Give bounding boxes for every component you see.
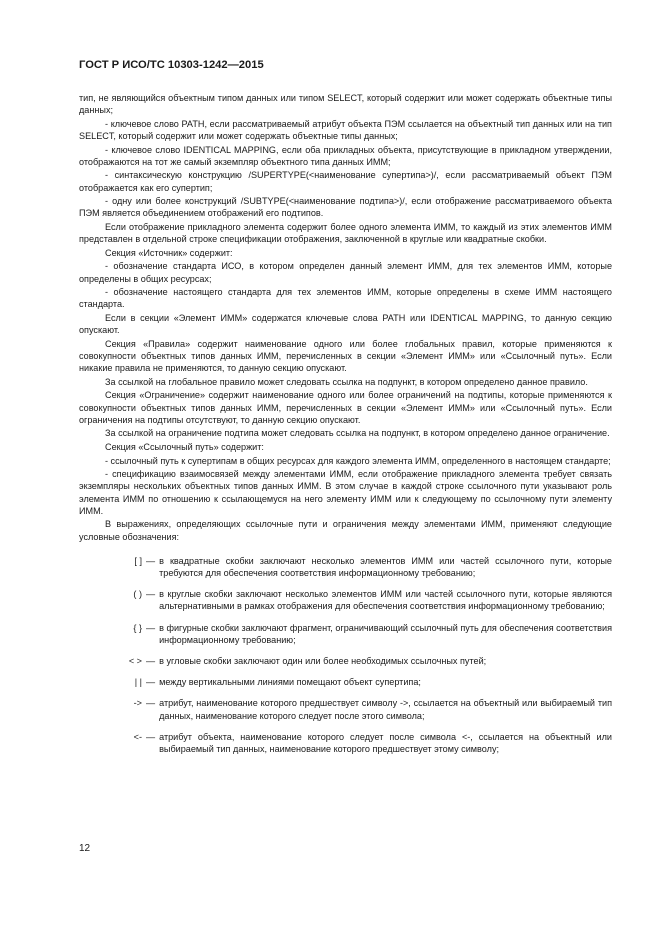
notation-symbol: -> (133, 698, 142, 709)
notation-symbol: ( ) (133, 589, 142, 600)
notation-text: в квадратные скобки заключают несколько элементов ИММ или частей ссылочного пути, которые требуются для обеспечения соответствия информационному требованию; (159, 555, 612, 578)
paragraph: Секция «Ограничение» содержит наименование одного или более ограничений на подтипы, которые применяются к совокупности объектных типов данных ИММ, перечисленных в секции «Элемент ИММ» или «Ссылочный путь». Если ограничения на подтипы отсутствуют, то данную секцию опускают. (79, 390, 612, 425)
paragraph: Секция «Источник» содержит: (105, 247, 233, 258)
notation-symbol: [ ] (134, 555, 142, 566)
notation-dash: — (146, 677, 156, 688)
page-number: 12 (79, 843, 91, 854)
notation-text: атрибут объекта, наименование которого следует после символа <-, ссылается на объектный или выбираемый тип данных, наименование которого предшествует этому символу; (159, 731, 612, 754)
notation-text: между вертикальными линиями помещают объект супертипа; (159, 677, 421, 688)
notation-text: в угловые скобки заключают один или более необходимых ссылочных путей; (159, 655, 487, 666)
paragraph: В выражениях, определяющих ссылочные пути и ограничения между элементами ИММ, применяют следующие условные обозначения: (79, 519, 612, 542)
notation-symbol: < > (128, 655, 142, 666)
paragraph: Если в секции «Элемент ИММ» содержатся ключевые слова PATH или IDENTICAL MAPPING, то данную секцию опускают. (79, 312, 612, 336)
paragraph: - ключевое слово IDENTICAL MAPPING, если оба прикладных объекта, присутствующие в прикладном утверждении, отображаются на тот же самый экземпляр объектного типа данных ИММ; (79, 144, 612, 167)
notation-item (79, 588, 612, 612)
notation-item (79, 555, 612, 579)
notation-dash: — (146, 731, 156, 742)
paragraph: - спецификацию взаимосвязей между элементами ИММ, если отображение прикладного элемента требует связать экземпляры нескольких объектных типов данных ИММ. В этом случае в каждой строке ссылочного пути указывают роль элемента ИММ по отношению к ссылающемуся на него элементу ИММ или к следующему по ссылочному пути элементу ИММ. (79, 469, 612, 516)
paragraph-list (79, 92, 612, 543)
paragraph: - ключевое слово PATH, если рассматриваемый атрибут объекта ПЭМ ссылается на объектный тип данных или на тип SELECT, который содержит или может содержать объектные типы данных; (79, 118, 612, 141)
paragraph: - обозначение настоящего стандарта для тех элементов ИММ, которые определены в схеме ИММ настоящего стандарта. (79, 287, 612, 310)
notation-dash: — (146, 698, 156, 709)
notation-dash: — (146, 655, 156, 666)
paragraph: Если отображение прикладного элемента содержит более одного элемента ИММ, то каждый из этих элементов ИММ представлен в отдельной строке спецификации отображения, заключенной в круглые или квадратные скобки. (79, 221, 612, 245)
body-text (79, 92, 612, 764)
notation-dash: — (146, 622, 156, 633)
paragraph: - обозначение стандарта ИСО, в котором определен данный элемент ИММ, для тех элементов ИММ, которые определены в общих ресурсах; (79, 261, 612, 284)
notation-item (79, 655, 612, 667)
notation-item (79, 622, 612, 646)
paragraph: Секция «Правила» содержит наименование одного или более глобальных правил, которые применяются к совокупности объектных типов данных ИММ, перечисленных в секции «Элемент ИММ» или «Ссылочный путь». Если никакие правила не применяются, то данную секцию опускают. (79, 338, 612, 374)
notation-dash: — (146, 555, 156, 566)
paragraph: - синтаксическую конструкцию /SUPERTYPE(<наименование супертипа>)/, если рассматриваемый объект ПЭМ отображается как его супертип; (79, 170, 612, 193)
notation-text: в круглые скобки заключают несколько элементов ИММ или частей ссылочного пути, которые являются альтернативными в рамках отображения для обеспечения соответствия информационному требованию; (159, 589, 612, 612)
notation-item (79, 731, 612, 755)
paragraph: - одну или более конструкций /SUBTYPE(<наименование подтипа>)/, если отображение рассматриваемого объекта ПЭМ является объединением отображений его подтипов. (79, 196, 612, 219)
paragraph: тип, не являющийся объектным типом данных или типом SELECT, который содержит или может содержать объектные типы данных; (79, 93, 612, 116)
notation-list (79, 555, 612, 755)
paragraph: За ссылкой на глобальное правило может следовать ссылка на подпункт, в котором определено данное правило. (105, 376, 588, 387)
standard-header: ГОСТ Р ИСО/ТС 10303-1242—2015 (79, 59, 264, 71)
paragraph: - ссылочный путь к супертипам в общих ресурсах для каждого элемента ИММ, определенного в настоящем стандарте; (105, 455, 611, 466)
notation-dash: — (146, 589, 156, 600)
paragraph: За ссылкой на ограничение подтипа может следовать ссылка на подпункт, в котором определено данное ограничение. (105, 428, 610, 439)
notation-text: атрибут, наименование которого предшествует символу ->, ссылается на объектный или выбираемый тип данных, наименование которого следует после этого символа; (159, 698, 612, 721)
notation-item (79, 676, 612, 688)
notation-symbol: { } (133, 622, 142, 633)
notation-text: в фигурные скобки заключают фрагмент, ограничивающий ссылочный путь для обеспечения соответствия информационному требованию; (159, 622, 612, 645)
notation-symbol: | | (134, 677, 142, 688)
notation-item (79, 697, 612, 721)
paragraph: Секция «Ссылочный путь» содержит: (105, 441, 264, 452)
notation-symbol: <- (133, 731, 142, 742)
